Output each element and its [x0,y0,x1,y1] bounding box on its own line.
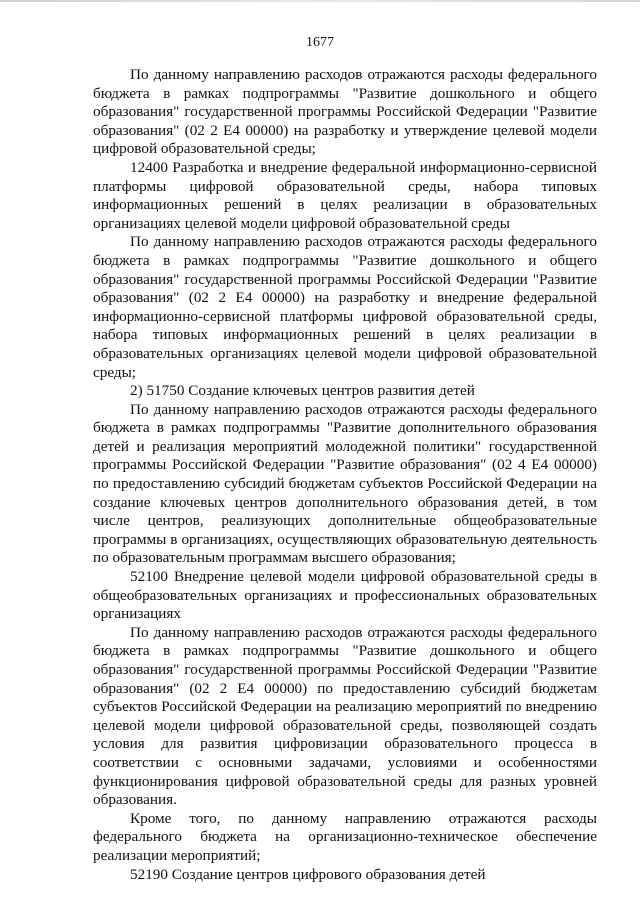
paragraph-code-51750-heading: 2) 51750 Создание ключевых центров развития детей [130,382,475,400]
paragraph-additional-expenditure: Кроме того, по данному направлению отражаются расходы федерального бюджета на организационно-техническое обеспечение реализации мероприятий; [93,809,597,864]
document-body [93,66,597,884]
scan-top-edge [0,0,640,2]
paragraph-expenditure-platform: По данному направлению расходов отражаются расходы федерального бюджета в рамках подпрограммы "Развитие дошкольного и общего образования" государственной программы Российской Федерации "Развитие образования" (02 2 Е4 00000) на разработку и внедрение федеральной информационно-сервисной платформы цифровой образовательной среды, набора типовых информационных решений в целях реализации в образовательных организациях целевой модели цифровой образовательной среды; [93,233,597,381]
page-number: 1677 [306,35,334,50]
paragraph-code-12400-heading: 12400 Разработка и внедрение федеральной информационно-сервисной платформы цифровой образовательной среды, набора типовых информационных решений в целях реализации в образовательных организациях целевой модели цифровой образовательной среды [93,158,597,232]
paragraph-code-52100-heading: 52100 Внедрение целевой модели цифровой образовательной среды в общеобразовательных организациях и профессиональных образовательных организациях [93,568,597,623]
paragraph-expenditure-key-centers: По данному направлению расходов отражаются расходы федерального бюджета в рамках подпрограммы "Развитие дополнительного образования детей и реализация мероприятий молодежной политики" государственной программы Российской Федерации "Развитие образования" (02 4 Е4 00000) по предоставлению субсидий бюджетам субъектов Российской Федерации на создание ключевых центров дополнительного образования детей, в том числе центров, реализующих дополнительные общеобразовательные программы в организациях, осуществляющих образовательную деятельность по образовательным программам высшего образования; [93,400,597,567]
paragraph-expenditure-target-model: По данному направлению расходов отражаются расходы федерального бюджета в рамках подпрограммы "Развитие дошкольного и общего образования" государственной программы Российской Федерации "Развитие образования" (02 2 Е4 00000) на разработку и утверждение целевой модели цифровой образовательной среды; [93,66,597,158]
paragraph-code-52190-heading: 52190 Создание центров цифрового образования детей [130,865,486,883]
paragraph-expenditure-digital-environment: По данному направлению расходов отражаются расходы федерального бюджета в рамках подпрограммы "Развитие дошкольного и общего образования" государственной программы Российской Федерации "Развитие образования" (02 2 Е4 00000) по предоставлению субсидий бюджетам субъектов Российской Федерации на реализацию мероприятий по внедрению целевой модели цифровой образовательной среды, позволяющей создать условия для развития цифровизации образовательного процесса в соответствии с основными задачами, условиями и особенностями функционирования цифровой образовательной среды для разных уровней образования. [93,623,597,809]
